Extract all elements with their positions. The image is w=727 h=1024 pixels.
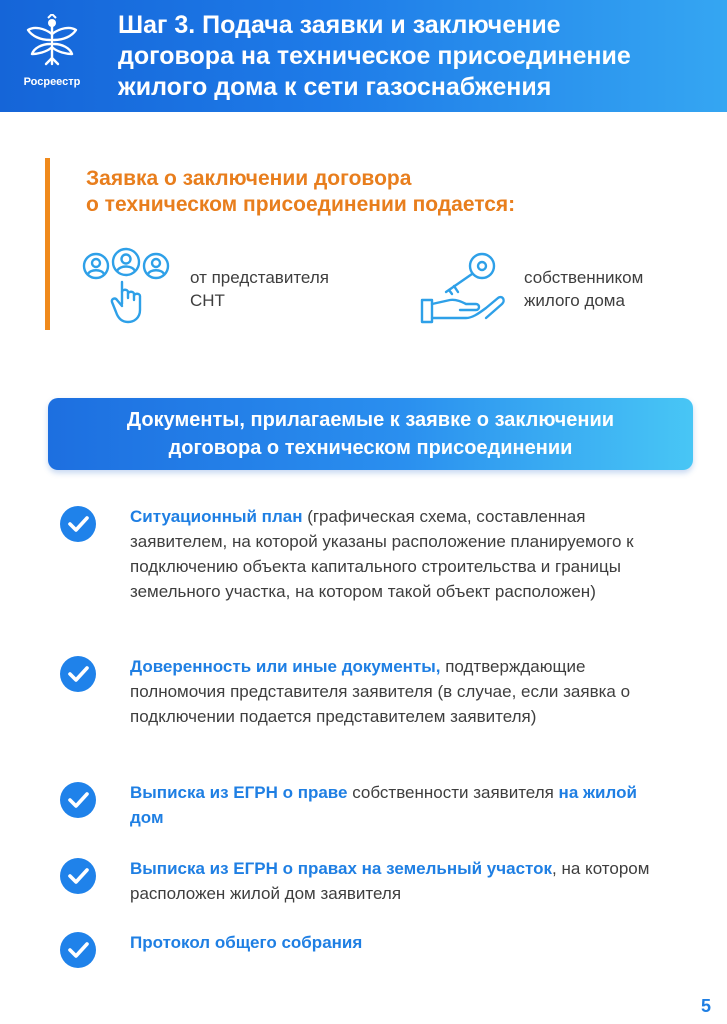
document-item-description: , на котором расположен жилой дом заявителя — [130, 859, 650, 903]
applicant-option-snt — [80, 246, 400, 326]
checkmark-icon — [60, 858, 96, 894]
applicant-option-line-1: собственником — [524, 268, 644, 287]
eagle-emblem-icon — [24, 14, 80, 72]
title-line-2: договора на техническое присоединение — [118, 42, 631, 70]
checkmark-icon — [60, 932, 96, 968]
applicant-option-line-2: СНТ — [190, 291, 225, 310]
people-hand-icon — [80, 246, 176, 326]
documents-banner — [48, 398, 693, 470]
application-heading-line-2: о техническом присоединении подается: — [86, 193, 516, 216]
applicant-option-line-2: жилого дома — [524, 291, 625, 310]
page-title — [118, 10, 718, 103]
application-heading — [86, 166, 646, 218]
rosreestr-logo — [14, 14, 90, 96]
document-item-title: Выписка из ЕГРН о праве — [130, 783, 348, 802]
document-item-text — [130, 780, 670, 830]
document-item-title: Выписка из ЕГРН о правах на земельный участок — [130, 859, 553, 878]
document-item-text — [130, 856, 670, 906]
documents-banner-line-1: Документы, прилагаемые к заявке о заключении — [126, 409, 615, 431]
applicant-option-owner — [416, 246, 696, 326]
document-item-title-suffix: на жилой дом — [130, 783, 637, 827]
document-item-description: собственности заявителя — [347, 783, 554, 802]
checkmark-icon — [60, 782, 96, 818]
checkmark-icon — [60, 656, 96, 692]
title-line-1: Шаг 3. Подача заявки и заключение — [118, 11, 561, 39]
logo-text: Росреестр — [23, 76, 81, 88]
application-heading-line-1: Заявка о заключении договора — [86, 167, 412, 190]
document-item-text — [130, 504, 670, 604]
document-item-description: подтверждающие полномочия представителя заявителя (в случае, если заявка о подключении подается представителем заявителя) — [130, 657, 631, 726]
applicant-option-text — [190, 266, 390, 312]
page-header — [0, 0, 727, 112]
document-item-title: Протокол общего собрания — [130, 933, 363, 952]
document-item-title: Ситуационный план — [130, 507, 303, 526]
title-line-3: жилого дома к сети газоснабжения — [118, 73, 552, 101]
applicant-option-line-1: от представителя — [190, 268, 329, 287]
page-number: 5 — [700, 996, 711, 1016]
documents-banner-line-2: договора о техническом присоединении — [168, 437, 573, 459]
document-item-description: (графическая схема, составленная заявителем, на которой указаны расположение планируемого к подключению объекта капитального строительства и границы земельного участка, на котором такой объект расположен) — [130, 507, 634, 601]
applicant-option-text — [524, 266, 694, 312]
document-item-text — [130, 654, 670, 729]
checkmark-icon — [60, 506, 96, 542]
document-item-title: Доверенность или иные документы, — [130, 657, 441, 676]
key-hand-icon — [416, 246, 512, 326]
document-item-text — [130, 930, 670, 955]
application-section — [45, 158, 685, 330]
